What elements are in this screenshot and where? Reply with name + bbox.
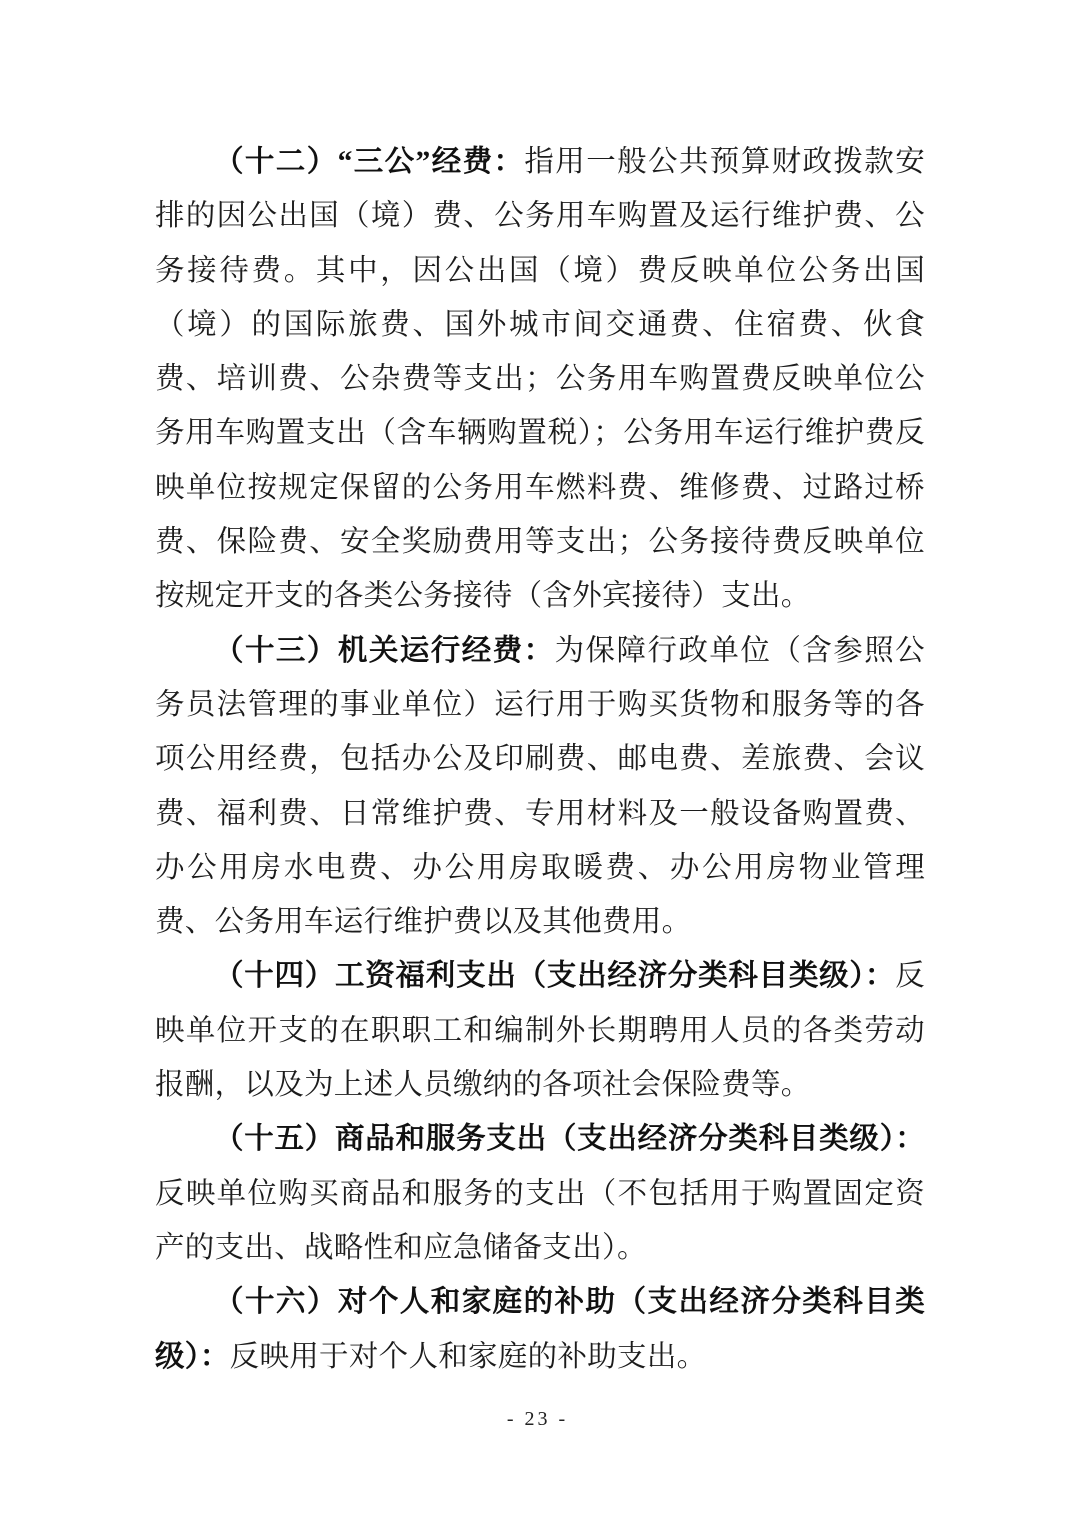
paragraph-body: 指用一般公共预算财政拨款安排的因公出国（境）费、公务用车购置及运行维护费、公务接待费。其中，因公出国（境）费反映单位公务出国（境）的国际旅费、国外城市间交通费、住宿费、伙食费、培训费、公杂费等支出；公务用车购置费反映单位公务用车购置支出（含车辆购置税）；公务用车运行维护费反映单位按规定保留的公务用车燃料费、维修费、过路过桥费、保险费、安全奖励费用等支出；公务接待费反映单位按规定开支的各类公务接待（含外宾接待）支出。 xyxy=(155,146,925,613)
paragraph-body: 反映单位购买商品和服务的支出（不包括用于购置固定资产的支出、战略性和应急储备支出）。 xyxy=(155,1177,925,1264)
document-content xyxy=(155,135,925,1384)
paragraph-heading: （十三）机关运行经费： xyxy=(214,634,555,667)
paragraph xyxy=(155,949,925,1112)
paragraph-body: 为保障行政单位（含参照公务员法管理的事业单位）运行用于购买货物和服务等的各项公用经费，包括办公及印刷费、邮电费、差旅费、会议费、福利费、日常维护费、专用材料及一般设备购置费、办公用房水电费、办公用房取暖费、办公用房物业管理费、公务用车运行维护费以及其他费用。 xyxy=(155,634,925,939)
page-number: - 23 - xyxy=(506,1408,569,1430)
paragraph-body: 反映单位开支的在职职工和编制外长期聘用人员的各类劳动报酬，以及为上述人员缴纳的各项社会保险费等。 xyxy=(155,960,925,1102)
paragraph xyxy=(155,624,925,950)
paragraph xyxy=(155,135,925,624)
paragraph xyxy=(155,1112,925,1275)
paragraph-heading: （十六）对个人和家庭的补助（支出经济分类科目类级）： xyxy=(155,1286,925,1373)
paragraph-body: 反映用于对个人和家庭的补助支出。 xyxy=(229,1340,707,1373)
paragraph xyxy=(155,1275,925,1384)
paragraph-heading: （十二）“三公”经费： xyxy=(214,146,525,178)
paragraph-heading: （十四）工资福利支出（支出经济分类科目类级）： xyxy=(214,960,896,993)
paragraph-heading: （十五）商品和服务支出（支出经济分类科目类级）： xyxy=(214,1123,925,1156)
